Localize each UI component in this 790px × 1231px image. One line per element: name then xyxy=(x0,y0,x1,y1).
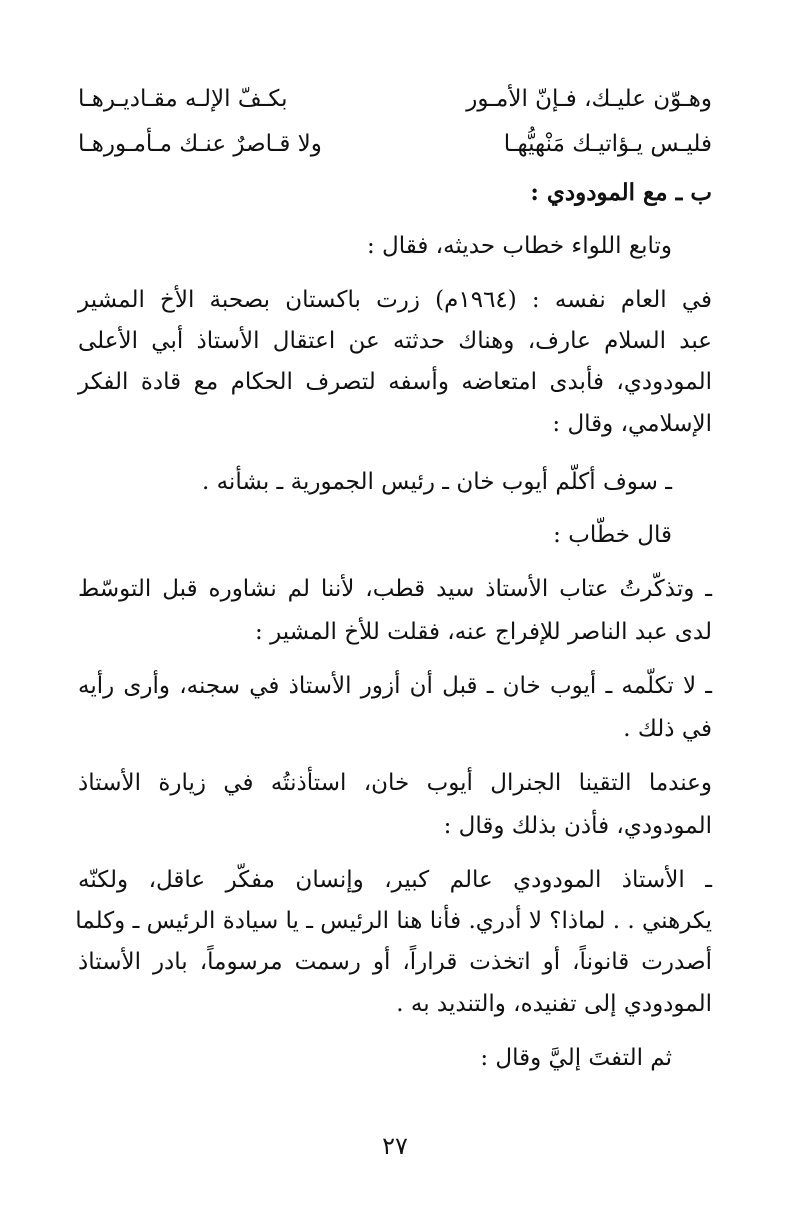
quote-line: ـ لا تكلّمه ـ أيوب خان ـ قبل أن أزور الأستاذ في سجنه، وأرى رأيه xyxy=(78,673,712,699)
quote-line: ـ سوف أكلّم أيوب خان ـ رئيس الجمورية ـ بشأنه . xyxy=(201,469,672,495)
paragraph-line: الإسلامي، وقال : xyxy=(552,411,712,437)
poem-verse-2 xyxy=(78,131,712,175)
poem-verse-1 xyxy=(78,86,712,130)
paragraph-line: في ذلك . xyxy=(623,716,712,742)
page-number: ٢٧ xyxy=(382,1132,408,1160)
quote-line: ـ وتذكّرتُ عتاب الأستاذ سيد قطب، لأننا لم نشاوره قبل التوسّط xyxy=(78,576,712,602)
quote-line: المودودي إلى تفنيده، والتنديد به . xyxy=(396,991,712,1017)
paragraph-line: وتابع اللواء خطاب حديثه، فقال : xyxy=(366,233,672,259)
verse-1-second-hemistich: بكـفّ الإلـه مقـاديـرهـا xyxy=(78,86,288,112)
quote-line: أصدرت قانوناً، أو اتخذت قراراً، أو رسمت مرسوماً، بادر الأستاذ xyxy=(78,949,712,975)
verse-2-second-hemistich: ولا قـاصرٌ عنـك مـأمـورهـا xyxy=(78,131,322,157)
paragraph-line: المودودي، فأذن بذلك وقال : xyxy=(443,813,712,839)
paragraph-line: قال خطّاب : xyxy=(553,522,672,548)
paragraph-line: في العام نفسه : (١٩٦٤م) زرت باكستان بصحبة الأخ المشير xyxy=(78,287,713,313)
quote-line: يكرهني . . لماذا؟ لا أدري. فأنا هنا الرئيس ـ يا سيادة الرئيس ـ وكلما xyxy=(75,908,712,934)
paragraph-line: وعندما التقينا الجنرال أيوب خان، استأذنتُه في زيارة الأستاذ xyxy=(78,770,712,796)
section-heading: ب ـ مع المودودي : xyxy=(530,179,712,206)
paragraph-line: لدى عبد الناصر للإفراج عنه، فقلت للأخ المشير : xyxy=(255,619,712,645)
verse-1-first-hemistich: وهـوّن عليـك، فـإنّ الأمـور xyxy=(466,86,712,112)
paragraph-line: ثم التفتَ إليَّ وقال : xyxy=(480,1045,672,1071)
paragraph-line: المودودي، فأبدى امتعاضه وأسفه لتصرف الحكام مع قادة الفكر xyxy=(78,369,712,395)
paragraph-line: عبد السلام عارف، وهناك حدثته عن اعتقال الأستاذ أبي الأعلى xyxy=(78,328,712,354)
quote-line: ـ الأستاذ المودودي عالم كبير، وإنسان مفكّر عاقل، ولكنّه xyxy=(78,867,712,893)
verse-2-first-hemistich: فليـس يـؤاتيـك مَنْهيُّهـا xyxy=(503,131,712,157)
